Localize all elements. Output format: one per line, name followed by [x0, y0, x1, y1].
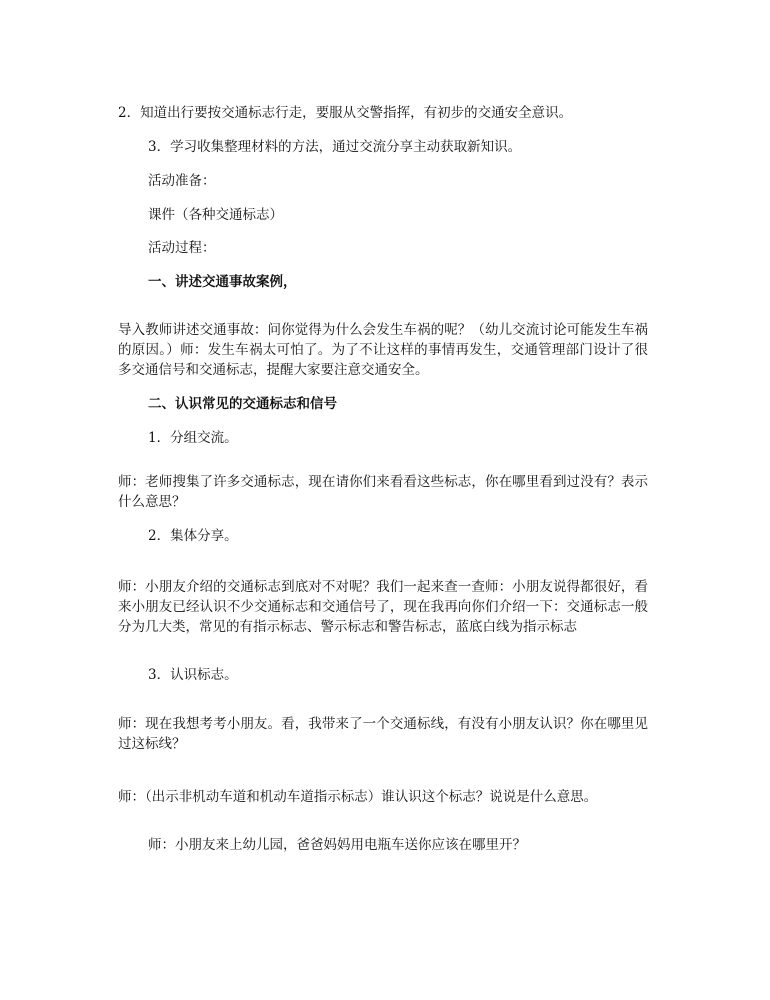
- process-heading: 活动过程：: [148, 240, 216, 256]
- step-3-heading: 3．认识标志。: [148, 667, 238, 683]
- step-2-paragraph: 师：小朋友介绍的交通标志到底对不对呢？我们一起来查一查师：小朋友说得都很好，看来小朋友已经认识不少交通标志和交通信号了，现在我再向你们介绍一下：交通标志一般分为几大类，常见的有指示标志、警示标志和警告标志，蓝底白线为指示标志: [118, 579, 648, 635]
- prep-content: 课件（各种交通标志）: [148, 207, 283, 223]
- step-3-paragraph-3: 师：小朋友来上幼儿园，爸爸妈妈用电瓶车送你应该在哪里开？: [148, 837, 526, 853]
- step-1-heading: 1．分组交流。: [148, 430, 238, 446]
- step-2-heading: 2．集体分享。: [148, 528, 238, 544]
- step-3-paragraph-2: 师：（出示非机动车道和机动车道指示标志）谁认识这个标志？说说是什么意思。: [118, 789, 598, 805]
- section-1-heading: 一、讲述交通事故案例，: [148, 274, 297, 290]
- goal-2-text: 2．知道出行要按交通标志行走，要服从交警指挥，有初步的交通安全意识。: [118, 105, 573, 121]
- section-2-heading: 二、认识常见的交通标志和信号: [148, 396, 337, 412]
- step-1-paragraph: 师：老师搜集了许多交通标志，现在请你们来看看这些标志，你在哪里看到过没有？表示什么意思？: [118, 474, 648, 510]
- goal-3-text: 3．学习收集整理材料的方法，通过交流分享主动获取新知识。: [148, 139, 522, 155]
- step-3-paragraph-1: 师：现在我想考考小朋友。看，我带来了一个交通标线，有没有小朋友认识？你在哪里见过这标线？: [118, 716, 648, 752]
- prep-heading: 活动准备：: [148, 173, 216, 189]
- section-1-paragraph: 导入教师讲述交通事故：问你觉得为什么会发生车祸的呢？（幼儿交流讨论可能发生车祸的原因。）师：发生车祸太可怕了。为了不让这样的事情再发生，交通管理部门设计了很多交通信号和交通标志，提醒大家要注意交通安全。: [118, 322, 648, 378]
